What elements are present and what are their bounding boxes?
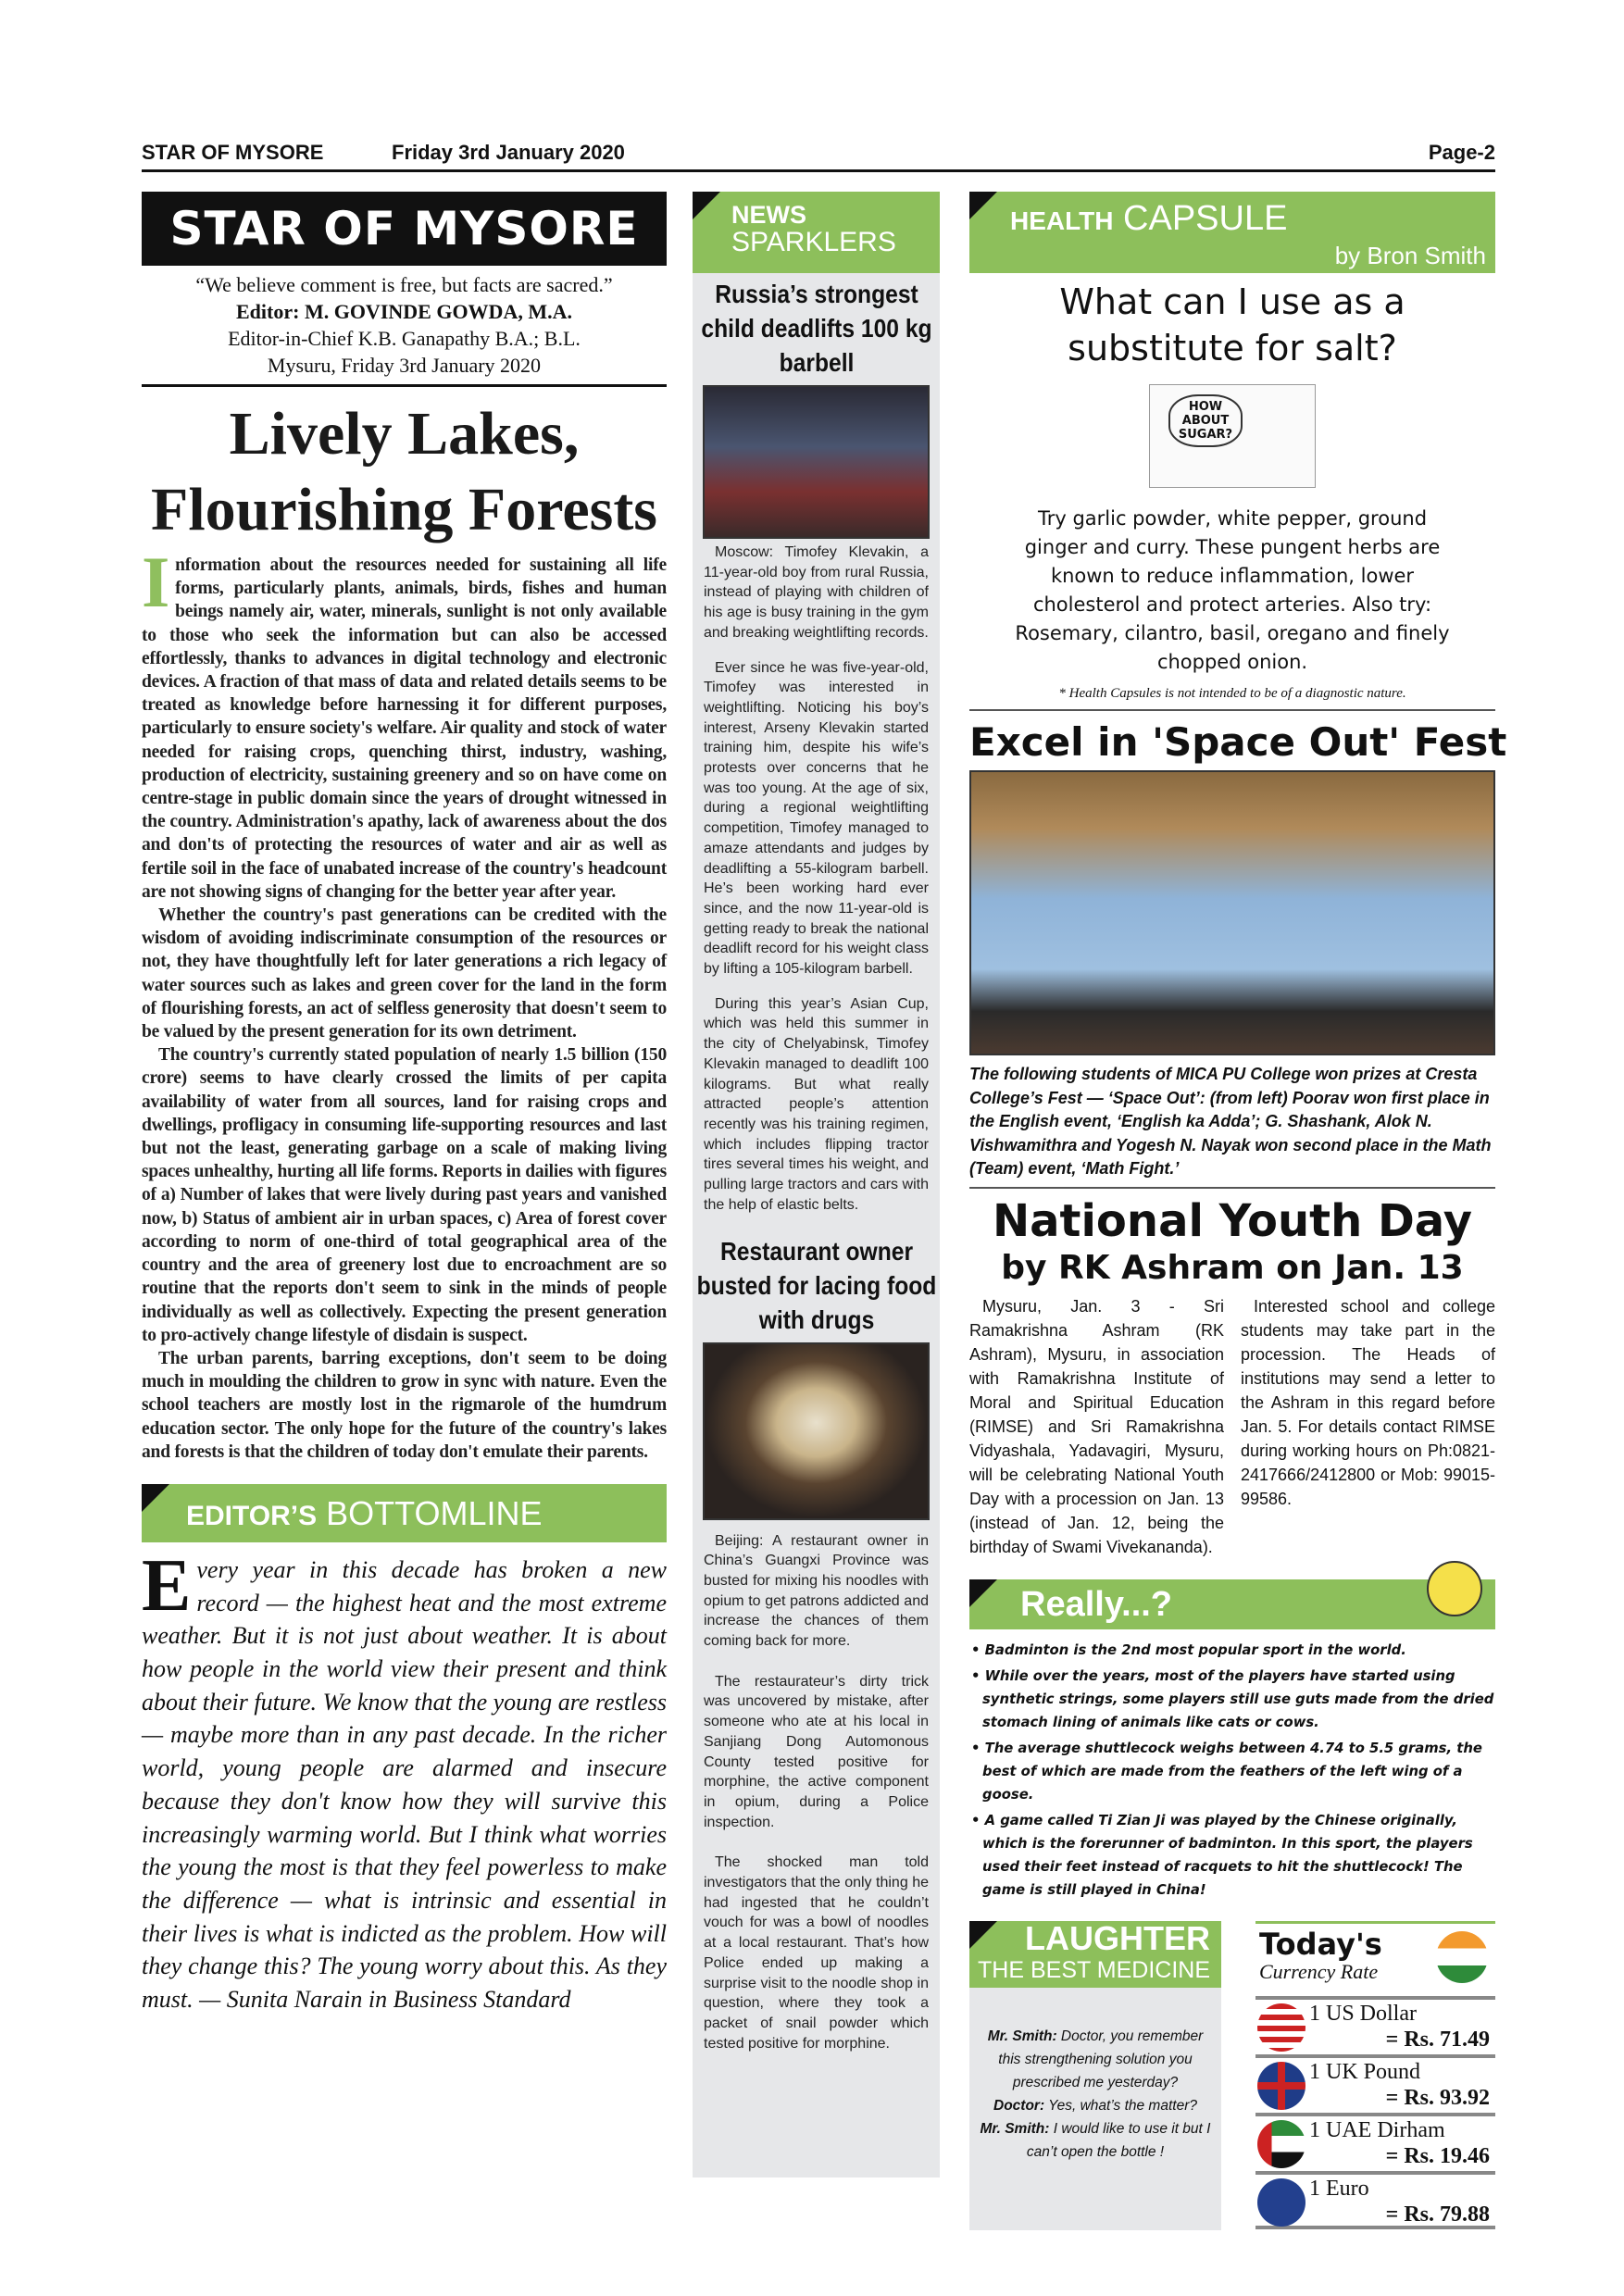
india-flag-icon [1436, 1931, 1488, 1983]
editorial-body [142, 542, 667, 1464]
fact-item: • Badminton is the 2nd most popular sport in the world. [971, 1641, 1406, 1658]
fact-text: A game called Ti Zian Ji was played by the Chinese originally, which is the forerunner of badminton. In this sport, the players used their feet instead of racquets to hit the shuttlecock! The game is still played in China! [982, 1812, 1473, 1898]
line: I would like to use it but I can’t open the bottle ! [1026, 2120, 1211, 2160]
news-sparklers-header [693, 192, 940, 273]
right-column [969, 192, 1507, 2230]
page-number: Page-2 [1428, 141, 1495, 164]
health-question: What can I use as a substitute for salt? [1059, 281, 1405, 368]
currency-name: 1 UAE Dirham [1309, 2117, 1445, 2142]
rate-row [1255, 2113, 1495, 2171]
story-body [704, 1531, 929, 2069]
dateline: Mysuru, Friday 3rd January 2020 [267, 354, 542, 377]
label: HEALTH [1010, 206, 1114, 235]
paragraph: Ever since he was five-year-old, Timofey was interested in weightlifting. Noticing his boy’s interest, Arseny Klevakin started training him, despite his wife’s protests over concerns that he was too young. At the age of six, during a regional weightlifting competition, Timofey managed to amaze attendants and judges by deadlifting a 55-kilogram barbell. He’s been working hard ever since, and the now 11-year-old is getting ready to break the national deadlift record for his weight class by lifting a 105-kilogram barbell. [704, 659, 929, 978]
label: BOTTOMLINE [326, 1493, 543, 1532]
paper-name: STAR OF MYSORE [142, 141, 324, 164]
currency-value: = Rs. 19.46 [1385, 2143, 1490, 2168]
bottomline-body [142, 1544, 667, 2016]
rate-row [1255, 2171, 1495, 2229]
rate-row [1255, 2054, 1495, 2113]
currency-name: 1 US Dollar [1309, 2001, 1417, 2026]
currency-name: 1 Euro [1309, 2176, 1369, 2201]
label: SPARKLERS [731, 227, 896, 257]
speaker: Mr. Smith: [987, 2028, 1057, 2044]
label: LAUGHTER [1025, 1918, 1210, 1957]
fest-headline: Excel in 'Space Out' Fest [969, 719, 1507, 765]
health-answer: Try garlic powder, white pepper, ground ginger and curry. These pungent herbs are known to reduce inflammation, lower cholesterol and protect arteries. Also try: Rosemary, cilantro, basil, oregano and finely chopped onion. [1015, 507, 1450, 673]
currency-box [1255, 1921, 1495, 2229]
fact-item: • The average shuttlecock weighs between 4.74 to 5.5 grams, the best of which are made from the feathers of the left wing of a goose. [971, 1740, 1482, 1803]
drop-cap: I [142, 542, 170, 622]
bottom-row [969, 1918, 1495, 2230]
paragraph: nformation about the resources needed for sustaining all life forms, particularly plants, animals, birds, fishes and human beings namely air, water, minerals, sunlight is not only available to those who seek the information but can also be accessed effortlessly, thanks to advances in digital technology and electronic devices. A fraction of that mass of data and related details seems to be treated as knowledge before harnessing it for different purposes, particularly to ensure society's welfare. Air quality and stock of water needed for raising crops, quenching thirst, industry, washing, production of electricity, sustaining greenery and so on have come on centre-stage in public domain since the years of drought witnessed in the country. Administration's apathy, lack of awareness about the dos and don'ts of protecting the resources of water and air as well as fertile soil in the face of unabated increase of the country's headcount are not showing signs of changing for the better year after year. [142, 555, 667, 902]
paragraph: The urban parents, barring exceptions, don't seem to be doing much in moulding the children to grow in sync with nature. Even the school teachers are mostly lost in the rigmarole of the humdrum education sector. The only hope for the future of the country's lakes and forests is that the children of today don't emulate their parents. [142, 1348, 667, 1462]
rate-row [1255, 1996, 1495, 2054]
currency-title: Today's [1259, 1926, 1382, 1962]
label: EDITOR’S [186, 1500, 318, 1531]
youth-day-headline [969, 1194, 1495, 1289]
fact-text: The average shuttlecock weighs between 4.74 to 5.5 grams, the best of which are made from the feathers of the left wing of a goose. [982, 1740, 1482, 1803]
story-headline: Restaurant owner busted for lacing food with drugs [696, 1236, 936, 1334]
headline-line: Flourishing Forests [151, 476, 657, 543]
health-disclaimer: * Health Capsules is not intended to be of a diagnostic nature. [969, 686, 1495, 711]
credit: — Sunita Narain in Business Standard [199, 1986, 571, 2014]
currency-value: = Rs. 93.92 [1385, 2085, 1490, 2110]
fact-text: While over the years, most of the players have started using synthetic strings, some players still use guts made from the dried stomach lining of animals like cats or cows. [982, 1667, 1494, 1730]
health-capsule-header [969, 192, 1495, 273]
label: THE BEST MEDICINE [978, 1956, 1210, 1983]
cartoon [1149, 384, 1316, 488]
editor-box [142, 271, 667, 387]
uk-flag-icon [1257, 2062, 1305, 2110]
currency-value: = Rs. 71.49 [1385, 2027, 1490, 2052]
issue-date: Friday 3rd January 2020 [392, 141, 625, 164]
eu-flag-icon [1257, 2178, 1305, 2227]
laughter-box [969, 1918, 1221, 2230]
page-header [142, 139, 1495, 172]
byline: by Bron Smith [1334, 242, 1486, 269]
us-flag-icon [1257, 2003, 1305, 2052]
uae-flag-icon [1257, 2120, 1305, 2168]
students-photo [969, 770, 1495, 1055]
joke [975, 2025, 1216, 2164]
paragraph: Beijing: A restaurant owner in China’s Guangxi Province was busted for mixing his noodles with opium to get patrons addicted and increase the chances of them coming back for more. [704, 1532, 929, 1650]
paragraph: very year in this decade has broken a new record — the highest heat and the most extreme weather. But it is not just about weather. It is about how people in the world view their present and think about their future. We know that the young are restless — maybe more than in any past decade. In the richer world, young people are alarmed and insecure because they don't know how they will survive this increasingly warming world. But I think what worries the young the most is that they feel powerless to make the difference — what is intrinsic and essential in their lives is what is indicted as the problem. How will they change this? The young worry about this. As they must. [142, 1555, 667, 2014]
really-list [969, 1639, 1495, 1904]
motto: “We believe comment is free, but facts are sacred.” [195, 273, 613, 296]
currency-value: = Rs. 79.88 [1385, 2202, 1490, 2227]
headline-line: by RK Ashram on Jan. 13 [1001, 1248, 1464, 1287]
currency-name: 1 UK Pound [1309, 2059, 1421, 2084]
bottomline-header [142, 1484, 667, 1542]
youth-day-body [969, 1294, 1495, 1559]
drop-cap: E [142, 1544, 192, 1627]
headline-line: National Youth Day [992, 1194, 1473, 1247]
currency-subtitle: Currency Rate [1259, 1959, 1379, 1983]
left-column [142, 192, 667, 2016]
noodles-photo [703, 1342, 930, 1520]
lightbulb-icon [1427, 1561, 1482, 1616]
paragraph: Interested school and college students may take part in the procession. The Heads of institutions may send a letter to the Ashram in this regard before Jan. 5. For details contact RIMSE during working hours on Ph:0821-2417666/2412800 or Mob: 99015-99586. [1241, 1296, 1495, 1508]
really-header [969, 1579, 1495, 1629]
story-headline: Russia’s strongest child deadlifts 100 kg barbell [700, 280, 932, 377]
paragraph: The shocked man told investigators that the only thing he had ingested that he couldn’t vouch for was a bowl of noodles at a local restaurant. That’s how Police ended up making a surprise visit to the noodle shop in question, where they took a packet of snail powder which tested positive for morphine. [704, 1854, 929, 2052]
line: Yes, what’s the matter? [1044, 2097, 1197, 2114]
fact-item: • While over the years, most of the players have started using synthetic strings, some players still use guts made from the dried stomach lining of animals like cats or cows. [971, 1667, 1494, 1730]
editor-in-chief: Editor-in-Chief K.B. Ganapathy B.A.; B.L. [228, 327, 581, 350]
paragraph: During this year’s Asian Cup, which was held this summer in the city of Chelyabinsk, Timofey Klevakin managed to deadlift 100 kilograms. But what really attracted people’s attention recently was his training regimen, which includes flipping tractor tires several times his weight, and pulling large tractors and cars with the help of elastic belts. [704, 995, 929, 1213]
label: Really...? [1020, 1584, 1173, 1624]
editor: Editor: M. GOVINDE GOWDA, M.A. [236, 300, 572, 323]
paragraph: Mysuru, Jan. 3 - Sri Ramakrishna Ashram (RK Ashram), Mysuru, in association with Ramakrishna Institute of Moral and Spiritual Education (RIMSE) and Sri Ramakrishna Vidyashala, Yadavagiri, Mysuru, will be celebrating National Youth Day with a procession on Jan. 13 (instead of Jan. 12, being the birthday of Swami Vivekananda). [969, 1296, 1224, 1556]
editorial-headline [142, 396, 667, 548]
paragraph: Whether the country's past generations can be credited with the wisdom of avoiding indiscriminate consumption of the resources or not, they have thoughtfully left for later generations a rich legacy of water sources such as lakes and green cover for the land in the form of flourishing forests, an act of selfless generosity that doesn't seem to be valued by the present generation for its own detriment. [142, 905, 667, 1042]
paragraph: The restaurateur’s dirty trick was uncovered by mistake, after someone who ate at his local in Sanjiang Dong Automonous County tested positive for morphine, the active component in opium, during a Police inspection. [704, 1673, 929, 1830]
story-body [704, 543, 929, 1230]
masthead-logo: STAR OF MYSORE [142, 192, 667, 266]
speaker: Doctor: [993, 2097, 1045, 2114]
fact-text: Badminton is the 2nd most popular sport in the world. [984, 1641, 1406, 1658]
laughter-header [969, 1918, 1221, 1988]
speech-bubble: HOW ABOUT SUGAR? [1168, 394, 1243, 447]
weightlifter-photo [703, 385, 930, 539]
fest-caption: The following students of MICA PU College won prizes at Cresta College’s Fest — ‘Space Out’: (from left) Poorav won first place in the English event, ‘English ka Adda’; G. Shashank, Alok N. Vishwamithra and Yogesh N. Nayak won second place in the Math (Team) event, ‘Math Fight.’ [969, 1063, 1495, 1189]
label: NEWS [731, 201, 806, 229]
headline-line: Lively Lakes, [229, 400, 580, 468]
label: CAPSULE [1123, 199, 1288, 238]
line: Doctor, you remember this strengthening solution you prescribed me yesterday? [998, 2028, 1204, 2090]
paragraph: The country's currently stated population of nearly 1.5 billion (150 crore) seems to have clearly crossed the limits of per capita availability of water from all sources, land for raising crops and dwellings, profligacy in consuming life-supporting resources and last but not the least, generating garbage on a scale of making living spaces unhealthy, hurting all life forms. Reports in dailies with figures of a) Number of lakes that were lively during past years and vanished now, b) Status of ambient air in urban spaces, c) Area of forest cover according to norm of one-third of total geographical area of the country and the area of greenery lost due to encroachment are so routine that the reports don't seem to sink in the minds of people individually as well as collectively. Expecting the present generation to pro-actively change lifestyle of disdain is suspect. [142, 1045, 667, 1345]
fact-item: • A game called Ti Zian Ji was played by the Chinese originally, which is the forerunner of badminton. In this sport, the players used their feet instead of racquets to hit the shuttlecock! The game is still played in China! [971, 1812, 1473, 1898]
speaker: Mr. Smith: [980, 2120, 1050, 2137]
paragraph: Moscow: Timofey Klevakin, a 11-year-old boy from rural Russia, instead of playing with children of his age is busy training in the gym and breaking weightlifting records. [704, 544, 929, 641]
middle-panel [693, 192, 940, 2177]
